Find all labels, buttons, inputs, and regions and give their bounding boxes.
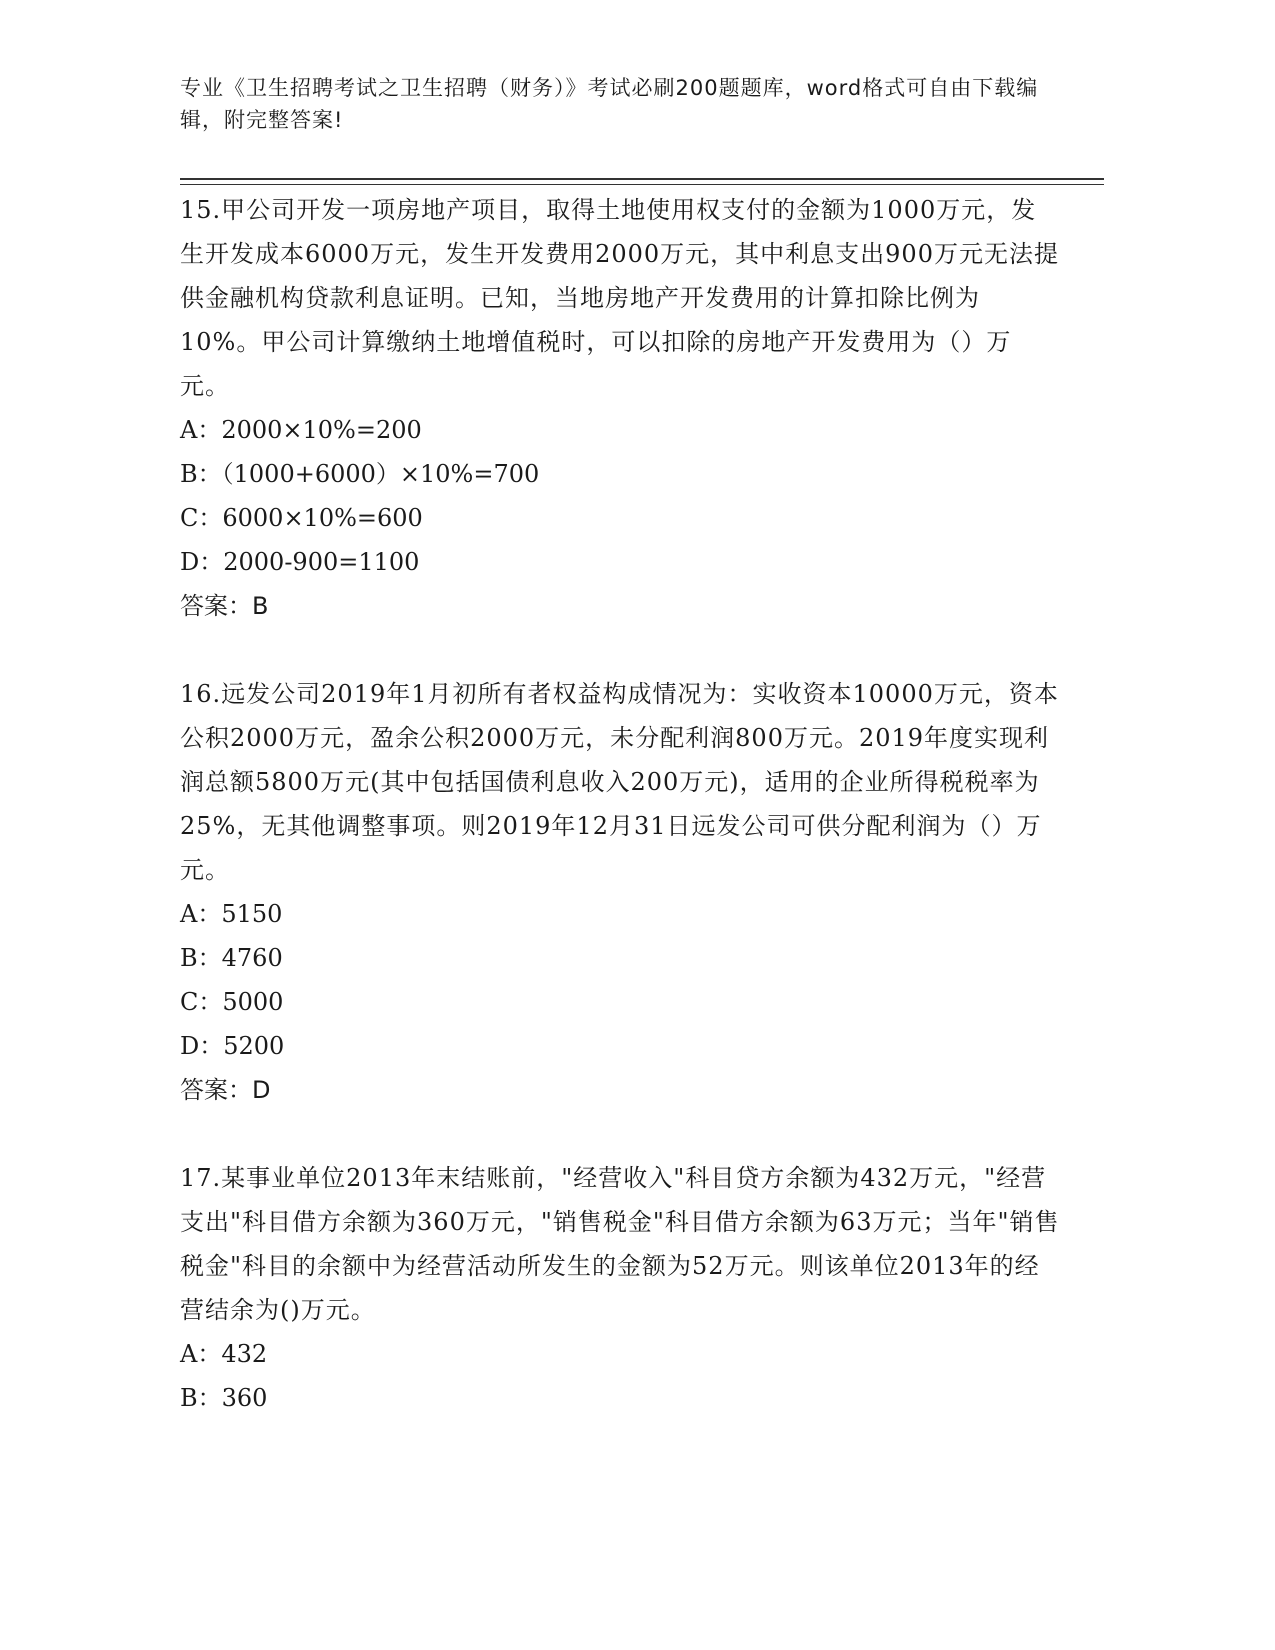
- question-15: [180, 188, 1060, 628]
- option-d: D：2000-900=1100: [180, 548, 420, 576]
- option-a: A：432: [180, 1340, 268, 1368]
- option-d: D：5200: [180, 1032, 285, 1060]
- option-b: B：4760: [180, 944, 283, 972]
- answer-line: 答案：B: [180, 592, 269, 620]
- question-17: [180, 1156, 1060, 1420]
- question-stem: 15.甲公司开发一项房地产项目，取得土地使用权支付的金额为1000万元，发生开发成本6000万元，发生开发费用2000万元，其中利息支出900万元无法提供金融机构贷款利息证明。已知，当地房地产开发费用的计算扣除比例为10%。甲公司计算缴纳土地增值税时，可以扣除的房地产开发费用为（）万元。: [180, 196, 1059, 400]
- question-stem: 16.远发公司2019年1月初所有者权益构成情况为：实收资本10000万元，资本公积2000万元，盈余公积2000万元，未分配利润800万元。2019年度实现利润总额5800万元(其中包括国债利息收入200万元)，适用的企业所得税税率为25%，无其他调整事项。则2019年12月31日远发公司可供分配利润为（）万元。: [180, 680, 1059, 884]
- option-c: C：6000×10%=600: [180, 504, 423, 532]
- option-b: B：（1000+6000）×10%=700: [180, 460, 540, 488]
- option-c: C：5000: [180, 988, 284, 1016]
- answer-line: 答案：D: [180, 1076, 271, 1104]
- option-a: A：5150: [180, 900, 283, 928]
- option-b: B：360: [180, 1384, 268, 1412]
- question-list: [180, 188, 1060, 1464]
- question-16: [180, 672, 1060, 1112]
- option-a: A：2000×10%=200: [180, 416, 422, 444]
- question-stem: 17.某事业单位2013年末结账前，"经营收入"科目贷方余额为432万元，"经营支出"科目借方余额为360万元，"销售税金"科目借方余额为63万元；当年"销售税金"科目的余额中为经营活动所发生的金额为52万元。则该单位2013年的经营结余为()万元。: [180, 1164, 1060, 1324]
- header-divider: [180, 178, 1104, 185]
- document-header: 专业《卫生招聘考试之卫生招聘（财务）》考试必刷200题题库，word格式可自由下载编辑，附完整答案!: [180, 76, 1039, 132]
